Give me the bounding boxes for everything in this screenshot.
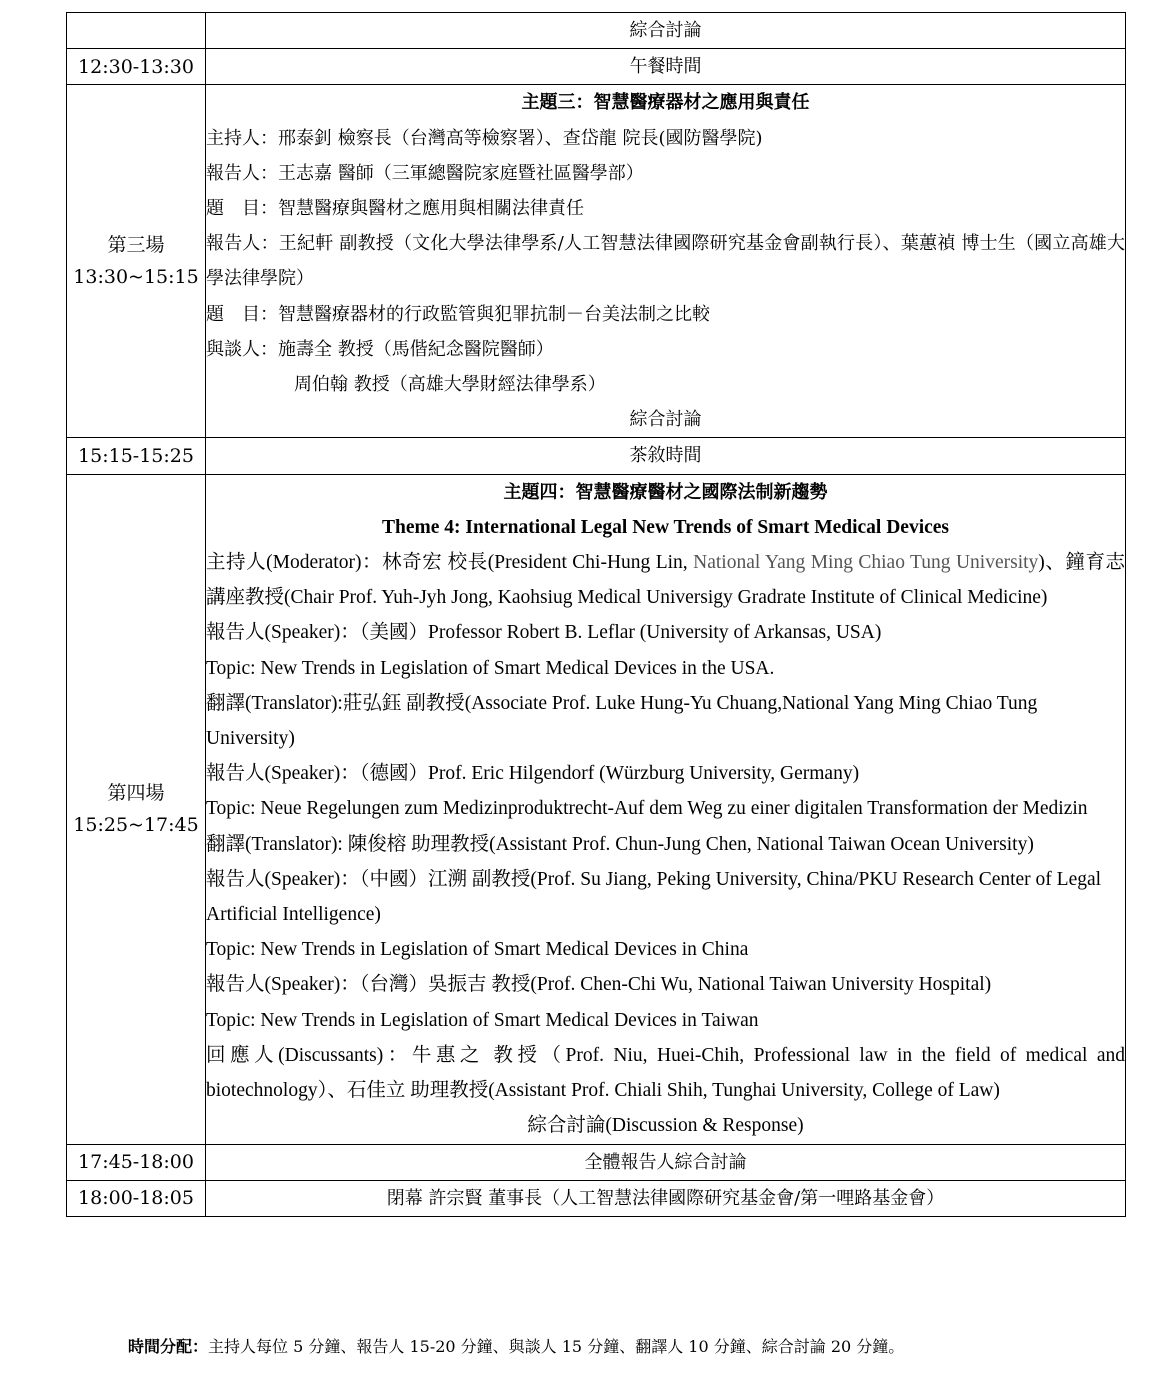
discussion-label: 綜合討論(Discussion & Response) <box>527 1115 804 1137</box>
table-row <box>67 49 1126 85</box>
time-allocation-note <box>128 1335 904 1359</box>
session-line: Topic: Neue Regelungen zum Medizinproduktrecht-Auf dem Weg zu einer digitalen Transformation der Medizin <box>206 798 1088 820</box>
session-line: 周伯翰 教授（高雄大學財經法律學系） <box>294 374 606 396</box>
time-cell: 15:15-15:25 <box>67 438 206 474</box>
session-name: 第四場 <box>107 782 165 805</box>
session-line: 題 目：智慧醫療與醫材之應用與相關法律責任 <box>206 198 584 220</box>
session-line: 報告人(Speaker)：（台灣）吳振吉 教授(Prof. Chen-Chi Wu, National Taiwan University Hospital) <box>206 974 992 996</box>
session-line: 報告人(Speaker)：（美國）Professor Robert B. Leflar (University of Arkansas, USA) <box>206 622 882 644</box>
session-title-en: Theme 4: International Legal New Trends of Smart Medical Devices <box>381 516 950 538</box>
table-row-session-3 <box>67 85 1126 438</box>
time-cell: 12:30-13:30 <box>67 49 206 85</box>
discussion-label: 綜合討論 <box>206 13 1126 49</box>
session-time: 15:25~17:45 <box>73 814 199 837</box>
session-3-time-cell <box>67 85 206 438</box>
agenda-table <box>66 12 1126 1217</box>
time-cell <box>67 13 206 49</box>
session-name: 第三場 <box>107 234 165 257</box>
time-allocation-label: 時間分配： <box>128 1337 209 1356</box>
table-row <box>67 13 1126 49</box>
time-cell: 18:00-18:05 <box>67 1180 206 1216</box>
session-line: Topic: New Trends in Legislation of Smart Medical Devices in the USA. <box>206 657 775 679</box>
time-cell: 17:45-18:00 <box>67 1144 206 1180</box>
time-allocation-text: 主持人每位 5 分鐘、報告人 15-20 分鐘、與談人 15 分鐘、翻譯人 10 分鐘、綜合討論 20 分鐘。 <box>208 1337 905 1356</box>
tea-label: 茶敘時間 <box>206 438 1126 474</box>
session-line: 題 目：智慧醫療器材的行政監管與犯罪抗制－台美法制之比較 <box>206 303 710 325</box>
all-discussion-label: 全體報告人綜合討論 <box>206 1144 1126 1180</box>
moderator-affiliation: National Yang Ming Chiao Tung University <box>693 552 1039 574</box>
session-4-content <box>206 474 1126 1144</box>
session-line: 報告人：王志嘉 醫師（三軍總醫院家庭暨社區醫學部） <box>206 162 644 184</box>
session-line: 與談人：施壽全 教授（馬偕紀念醫院醫師） <box>206 338 554 360</box>
moderator-prefix: 主持人(Moderator)：林奇宏 校長(President Chi-Hung Lin, <box>206 552 694 574</box>
discussion-label: 綜合討論 <box>629 409 702 431</box>
session-3-content <box>206 85 1126 438</box>
session-line: Topic: New Trends in Legislation of Smart Medical Devices in China <box>206 939 749 961</box>
session-title: 主題三：智慧醫療器材之應用與責任 <box>521 92 810 114</box>
table-row <box>67 1144 1126 1180</box>
session-time: 13:30~15:15 <box>73 266 199 289</box>
session-line: 回應人(Discussants)：牛惠之 教授（Prof. Niu, Huei-Chih, Professional law in the field of medical and biotechnology）、石佳立 助理教授(Assistant Prof. Chiali Shih, Tunghai University, College of Law) <box>206 1044 1125 1102</box>
closing-label: 閉幕 許宗賢 董事長（人工智慧法律國際研究基金會/第一哩路基金會） <box>206 1180 1126 1216</box>
session-line: 報告人(Speaker)：（德國）Prof. Eric Hilgendorf (Würzburg University, Germany) <box>206 763 860 785</box>
session-title: 主題四：智慧醫療醫材之國際法制新趨勢 <box>503 481 828 502</box>
table-row <box>67 438 1126 474</box>
table-row <box>67 1180 1126 1216</box>
session-line: 報告人(Speaker)：（中國）江溯 副教授(Prof. Su Jiang, Peking University, China/PKU Research Center of Legal Artificial Intelligence) <box>206 868 1102 926</box>
session-line: Topic: New Trends in Legislation of Smart Medical Devices in Taiwan <box>206 1009 759 1031</box>
session-line: 主持人：邢泰釗 檢察長（台灣高等檢察署）、查岱龍 院長(國防醫學院) <box>206 127 763 149</box>
session-line: 翻譯(Translator):莊弘鈺 副教授(Associate Prof. Luke Hung-Yu Chuang,National Yang Ming Chiao Tung University) <box>206 692 1038 750</box>
moderator-line <box>206 545 1125 615</box>
table-row-session-4 <box>67 474 1126 1144</box>
moderator-suffix: )、鐘育志 講座教授(Chair Prof. Yuh-Jyh Jong, Kaohsiug Medical Universigy Gradrate Institute of Clinical Medicine) <box>206 552 1126 609</box>
session-line: 報告人：王紀軒 副教授（文化大學法律學系/人工智慧法律國際研究基金會副執行長）、葉蕙禎 博士生（國立高雄大學法律學院） <box>206 233 1125 290</box>
session-line: 翻譯(Translator): 陳俊榕 助理教授(Assistant Prof. Chun-Jung Chen, National Taiwan Ocean University) <box>206 833 1034 855</box>
session-4-time-cell <box>67 474 206 1144</box>
lunch-label: 午餐時間 <box>206 49 1126 85</box>
